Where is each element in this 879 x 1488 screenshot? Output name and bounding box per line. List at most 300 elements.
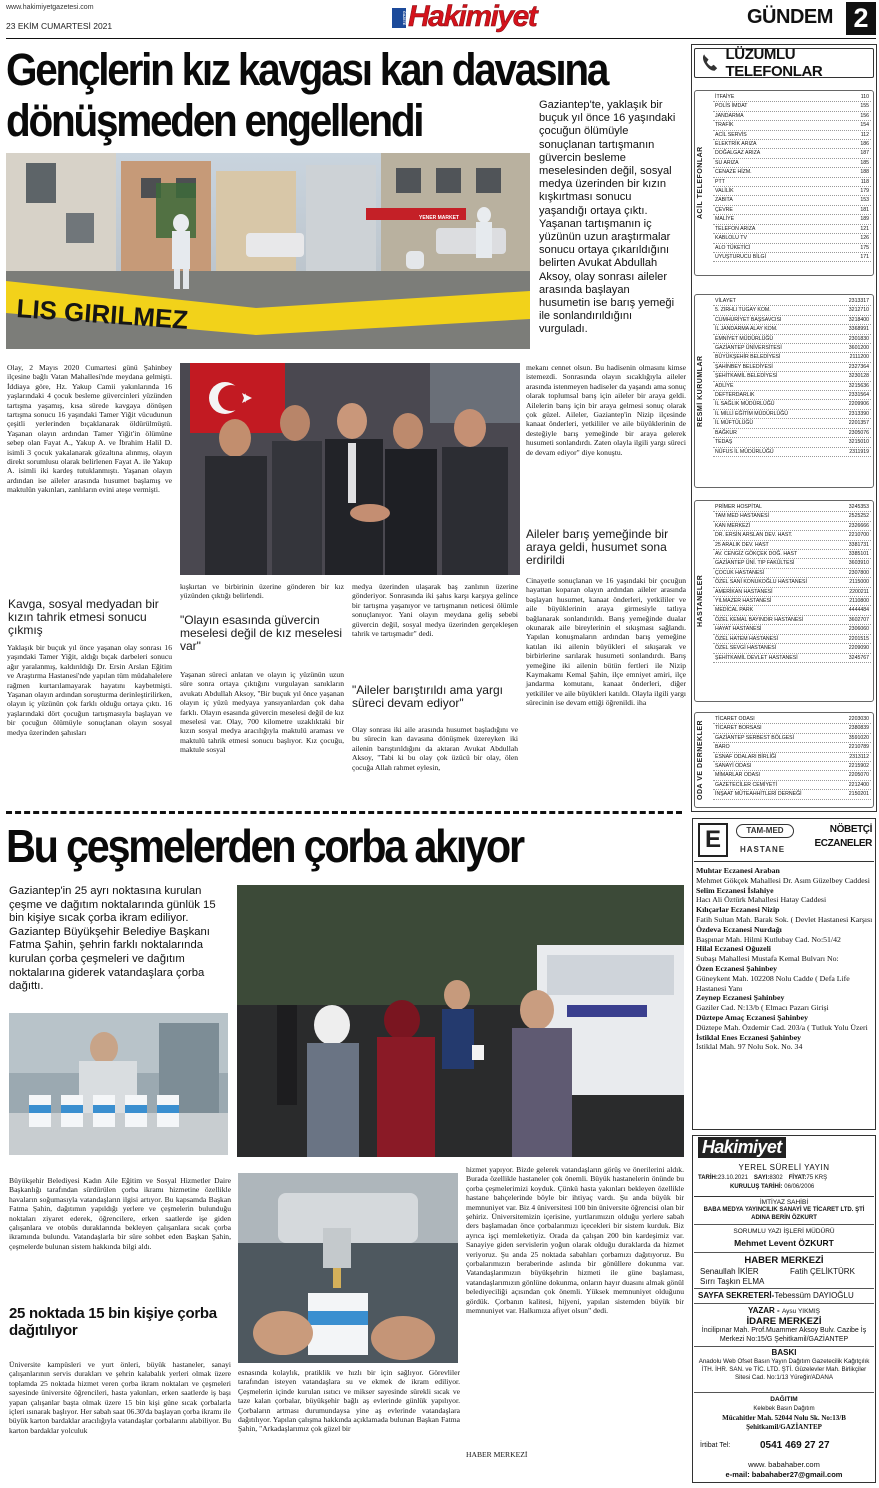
phone-group-label: HASTANELER	[697, 574, 704, 628]
news-staff-2: Fatih ÇELİKTÜRK	[790, 1267, 855, 1276]
pharmacy-name: Düztepe Amaç Eczanesi Şahinbey	[696, 1012, 808, 1022]
phone-list	[713, 93, 871, 262]
phone-entry	[713, 762, 871, 771]
phone-entry	[713, 588, 871, 597]
pharmacy-name: Selim Eczanesi İslahiye	[696, 885, 774, 895]
phone-entry-number: 3212710	[848, 307, 869, 314]
phone-entry-name: İL MÜFTÜLÜĞÜ	[715, 420, 754, 427]
phone-entry	[713, 550, 871, 559]
phone-entry-name: ZABITA	[715, 197, 733, 204]
phone-entry	[713, 131, 871, 140]
phone-entry-number: 2212400	[848, 781, 869, 788]
pharmacy-name: Muhtar Eczanesi Araban	[696, 866, 780, 875]
story1-col1-subhead: Kavga, sosyal medyadan bir kızın tahrik etmesi sonucu çıkmış	[8, 597, 159, 637]
phone-entry-name: MALİYE	[715, 216, 735, 223]
price-value: 75 KRŞ	[806, 1175, 828, 1181]
phone-entry-name: MEDİCAL PARK	[715, 607, 754, 614]
phone-entry-number: 2313390	[848, 410, 869, 417]
phone-entry-number: 2301830	[848, 335, 869, 342]
phone-group-label: ACİL TELEFONLAR	[697, 146, 704, 220]
pharmacy-brand: TAM-MED	[736, 824, 794, 838]
phone-entry	[713, 325, 871, 334]
phone-entry	[713, 225, 871, 234]
phone-entry-name: İL SAĞLIK MÜDÜRLÜĞÜ	[715, 401, 775, 408]
date-label: TARİH:	[698, 1175, 718, 1181]
pharmacy-address: Mehmet Gökçek Mahallesi Dr. Asım Güzelbey Caddesi	[696, 875, 870, 885]
masthead-logo	[392, 0, 537, 38]
pharmacy-name: Özen Eczanesi Şahinbey	[696, 963, 778, 973]
story1-headline-1: Gençlerin kız kavgası kan davasına	[6, 44, 608, 95]
phone-entry-name: TİCARET ODASI	[715, 716, 755, 722]
pharmacy-name: İstiklal Enes Eczanesi Şahinbey	[696, 1032, 802, 1042]
phone-entry-number: 189	[860, 216, 869, 223]
phone-entry-number: 110	[860, 94, 869, 100]
phone-entry	[713, 715, 871, 724]
phone-entry	[713, 391, 871, 400]
telephone-icon	[699, 50, 722, 76]
phone-group-official	[694, 294, 874, 488]
phone-entry-number: 2110800	[849, 598, 869, 605]
phone-entry-number: 3603910	[848, 560, 869, 567]
phone-entry	[713, 93, 871, 102]
story2-col1-subhead: 25 noktada 15 bin kişiye çorba dağıtılıyor	[9, 1305, 217, 1339]
phone-entry-number: 3368991	[848, 326, 869, 333]
imprint-rule	[694, 1288, 874, 1289]
story2-col1-p2: Üniversite kampüsleri ve yurt önleri, büyük hastaneler, sanayi çalışanlarının servis durakları ve şehrin kalabalık yerleri olmak üzere toplamda 25 noktada hizmet veren çorba ikram noktaları ve çeşmeleri sayesinde üniversite öğrencileri, hasta yakınları, erken saatlerde iş başı yapan çalışanlar başta olmak üzere 15 bin kişi güne sıcak çorbalarla içleri ısınarak başlıyor. Her sabah saat 06.30'da başlayan çorba ikramı ile büyük karton bardaklar aracılığıyla vatandaşlar çorbalarını alabiliyor. Bu karton bardaklar yolculuk	[9, 1360, 231, 1435]
soup-cups-illustration	[9, 1013, 228, 1155]
phone-entry	[713, 625, 871, 634]
phone-entry-name: TAM MED HASTANESİ	[715, 513, 769, 520]
phone-entry-number: 3385101	[848, 551, 869, 558]
mayor-soup-photo	[237, 885, 684, 1157]
phone-entry-number: 118	[860, 178, 869, 185]
phone-entry	[713, 178, 871, 187]
phone-entry-name: DR. ERSİN ARSLAN DEV. HAST.	[715, 532, 793, 539]
pharmacy-name: Özdeva Eczanesi Nurdağı	[696, 924, 782, 934]
phone-entry-number: 2307800	[848, 569, 869, 576]
phone-entry	[713, 578, 871, 587]
phone-entry	[713, 344, 871, 353]
phone-entry-name: ŞEHİTKAMİL DEVLET HASTANESİ	[715, 654, 798, 661]
founded-value: 06/06/2006	[784, 1184, 815, 1190]
phone-entry	[713, 102, 871, 111]
writer-label: YAZAR -	[747, 1306, 780, 1315]
phone-entry	[713, 363, 871, 372]
phone-entry	[713, 597, 871, 606]
story1-col2-p1: kışkırtan ve birbirinin üzerine gönderen bir kız yüzünden çıktığı belirlendi.	[180, 582, 344, 601]
website-url: www.hakimiyetgazetesi.com	[6, 4, 94, 11]
phone-entry-number: 187	[860, 150, 869, 157]
phone-entry-name: İL JANDARMA ALAY KOM.	[715, 326, 778, 333]
imprint-header	[694, 1137, 874, 1197]
imprint-rule	[694, 1252, 874, 1253]
phone-entry-name: ÖZEL SANİ KONUKOĞLU HASTANESİ	[715, 579, 807, 586]
phone-entry	[713, 410, 871, 419]
phone-entry	[713, 400, 871, 409]
phone-entry-number: 3215010	[848, 439, 869, 446]
pharmacy-address: Başpınar Mah. Hilmi Kutlubay Cad. No:51/42	[696, 934, 841, 944]
dist-line-2: Mücahitler Mah. 52044 Nolu Sk. No:13/B Şehitkamil/GAZİANTEP	[722, 1414, 846, 1431]
phone-entry-number: 2380839	[848, 725, 869, 732]
phone-entry	[713, 215, 871, 224]
phone-entry-number: 3381731	[848, 541, 869, 548]
phone-entry-number: 2306060	[848, 626, 869, 633]
crime-scene-illustration	[6, 153, 530, 349]
phone-entry	[713, 253, 871, 262]
phone-entry	[713, 297, 871, 306]
phone-entry-name: TİCARET BORSASI	[715, 725, 762, 732]
phone-entry-name: ÖZEL SEVGİ HASTANESİ	[715, 645, 777, 652]
phone-entry	[713, 382, 871, 391]
phone-entry-name: TELEFON ARIZA	[715, 225, 756, 232]
phone-entry-number: 3601200	[848, 345, 869, 352]
phone-entry-name: İL MİLLİ EĞİTİM MÜDÜRLÜĞÜ	[715, 410, 789, 417]
phone-entry	[713, 159, 871, 168]
phone-directory-title: LÜZUMLU TELEFONLAR	[725, 46, 823, 80]
story2-col2-p1: esnasında kolaylık, pratiklik ve hızlı bir için sağlıyor. Görevliler tarafından isteyen vatandaşlara su ve ekmek de ikram ediliyor. Çeşmelerin içinde kurulan ısıtıcı ve mikser sayesinde sürekli sıcak ve taze kalan çorbalar, büyükşehir bağlı aş evlerinde günlük yapılıyor. Çorbaların artması durumundaysa yine aş evlerinde vatandaşlara dağıtılıyor. Yapılan çalışma hakkında açıklamada bulunan Başkan Fatma Şahin, "Arkadaşlarımız çok güzel bir	[238, 1368, 460, 1434]
shop-sign: YENER MARKET	[418, 215, 459, 221]
phone-list	[713, 715, 871, 800]
phone-entry	[713, 121, 871, 130]
editor-label: SORUMLU YAZI İŞLERİ MÜDÜRÜ	[733, 1228, 835, 1235]
story1-col4-p2: Cinayetle sonuçlanan ve 16 yaşındaki bir çocuğun hayattan koparan olayın ardından aileler arasında başlayan husumet, kanaat önderleri, yetkililer ve aile büyüklerinin araya girmesiyle tatlıya bağlanarak sonlandırıldı. Barış yemeğinde dualar okunarak aile bireylerinin el sıkışması sağlandı. Yapılan konuşmaların ardından barış yemeğine katılan iki ailenin büyükleri el sıkışarak ve birbirlerine sarılarak husumeti sonlandırdı. Barış yemeğine iki ailenin bütün fertleri ile Nizip Kaymakamı Kemal Şahin, ilçe emniyet amiri, ilçe jandarma komutanı, kanaat önderleri, diğer yetkililer ve aile büyükleri katıldı. Olayla ilgili yargı sürecinin ise devam ettiği öğrenildi. iha	[526, 576, 686, 708]
story2-col1-p1: Büyükşehir Belediyesi Kadın Aile Eğitim ve Sosyal Hizmetler Daire Başkanlığı tarafından sürdürülen çorba ikramı hizmetine özellikle havaların soğumasıyla vatandaşların ilgisi artıyor. Bu kapsamda Başkan Fatma Şahin, dağıtımın yapıldığı yerlere ve çeşmelerin bulunduğu noktaları ziyaret ederek, öğrencilere, erken saatlerde işe giden çalışanlara ve otobüs duraklarında bekleyen çalışanlara sıcak çorba ikramında bulundu. Vatandaşlarla bir süre sohbet eden Başkan Şahin, çeşmelerde bulunan sistem hakkında bilgi aldı.	[9, 1176, 231, 1251]
imprint-rule	[694, 1224, 874, 1225]
pharmacy-list	[696, 866, 874, 1052]
phone-entry-number: 2150201	[848, 791, 869, 798]
phone-entry-number: 2111200	[849, 354, 869, 361]
phone-entry-name: NÜFUS İL MÜDÜRLÜĞÜ	[715, 448, 774, 455]
phone-group-label: ODA VE DERNEKLER	[697, 719, 704, 801]
phone-entry	[713, 206, 871, 215]
phone-entry-name: PTT	[715, 178, 725, 185]
phone-entry-name: PRİMER HOSPİTAL	[715, 504, 762, 510]
phone-entry-name: AMERİKAN HASTANESİ	[715, 588, 773, 595]
phone-entry	[713, 168, 871, 177]
phone-entry-number: 2313112	[849, 753, 869, 760]
writer-line	[694, 1306, 874, 1315]
phone-entry	[713, 372, 871, 381]
story1-lead: Gaziantep'te, yaklaşık bir buçuk yıl önce 16 yaşındaki çocuğun ölümüyle sonuçlanan tartışmanın güvercin besleme meselesinden değil, sosyal medya üzerinden bir kızın kışkırtması sonucu yaşandığı ortaya çıktı. Yaşanan tartışmanın iç yüzünün uzun araştırmalar sonucu ortaya çıkarıldığını belirten Avukat Abdullah Aksoy, olay sonrası aileler arasında başlayan husumetin ise barış yemeği ile sonlandırıldığını vurguladı.	[539, 99, 676, 336]
phone-entry-number: 154	[860, 122, 869, 129]
police-tape-text: LIS GIRILMEZ	[15, 293, 190, 335]
phone-group-emergency	[694, 90, 874, 276]
phone-entry-number: 2327364	[848, 363, 869, 370]
phone-entry-number: 179	[860, 188, 869, 195]
phone-entry-name: GAZİANTEP SERBEST BÖLGESİ	[715, 734, 795, 741]
phone-entry-number: 171	[860, 253, 869, 260]
phone-entry	[713, 790, 871, 799]
handshake-illustration	[180, 363, 520, 575]
pharmacy-name: Kılıçarlar Eczanesi Nizip	[696, 905, 780, 915]
story-divider	[6, 811, 682, 814]
story1-col4-p1: mekanı cennet olsun. Bu hadisenin olmasını kimse istemezdi. Sonrasında olayın sıcaklığıyla aileler arasında istenmeyen hadiseler da yaşandı ama sonuç olarak toplumsal barış için aileler bir araya geldi. Ailelerin barış için bir araya gelmesi sonuç olarak çok güzel. Aileler, Gaziantep'in Nizip ilçesinde kanaat önderleri, yetkililer ve aile büyüklerinin de desteğiyle barış yemeğinde bir araya gelerek husumeti sonlandırdı. Zaten olayla ilgili yargı süreci de devam ediyor" diye konuştu.	[526, 363, 686, 457]
phone-directory-header	[694, 48, 874, 78]
phone-entry-name: ACİL SERVİS	[715, 131, 747, 138]
phone-entry	[713, 753, 871, 762]
phone-entry-number: 2209090	[848, 645, 869, 652]
dist-label: DAĞITIM	[770, 1396, 798, 1403]
owner-value: BABA MEDYA YAYINCILIK SANAYİ VE TİCARET LTD. ŞTİ ADINA BERİN ÖZKURT	[703, 1207, 865, 1221]
phone-entry-number: 3245767	[848, 654, 869, 661]
phone-entry-name: CENAZE HİZM.	[715, 169, 752, 176]
phone-entry	[713, 429, 871, 438]
phone-entry	[713, 512, 871, 521]
founded-label: KURULUŞ TARİHİ:	[730, 1184, 783, 1190]
email-link[interactable]: e-mail: babahaber27@gmail.com	[725, 1470, 843, 1479]
phone-entry	[713, 644, 871, 653]
phone-entry-number: 112	[860, 131, 869, 138]
story2-lead: Gaziantep'in 25 ayrı noktasına kurulan çeşme ve dağıtım noktalarında günlük 15 bin kişiye sıcak çorba ikram ediliyor. Gaziantep Büyükşehir Belediye Başkanı Fatma Şahin, şehrin farklı noktalarında kurulan çorba çeşmeleri ve dağıtım noktalarına giderek vatandaşlara çorba dağıttı.	[9, 885, 216, 993]
section-title: GÜNDEM	[747, 6, 833, 28]
phone-entry	[713, 187, 871, 196]
news-staff-3: Sırrı Taşkın ELMA	[700, 1277, 765, 1286]
phone-entry	[713, 541, 871, 550]
phone-entry	[713, 448, 871, 457]
page-secretary-label: SAYFA SEKRETERİ-	[698, 1291, 775, 1300]
phone-entry-number: 3245353	[848, 504, 869, 510]
admin-label: İDARE MERKEZİ	[746, 1316, 822, 1327]
pharmacy-address: Gaziler Cad. N:13/b ( Elmacı Pazarı Girişi	[696, 1003, 829, 1013]
phone-entry	[713, 140, 871, 149]
phone-entry-number: 4444484	[848, 607, 869, 614]
phone-entry-name: MİMARLAR ODASI	[715, 772, 760, 779]
pharmacy-e-icon: E	[698, 823, 728, 857]
phone-entry	[713, 112, 871, 121]
phone-entry	[713, 438, 871, 447]
phone-entry-name: POLİS İMDAT	[715, 103, 748, 110]
phone-entry-name: 5. ZIRHLI TUGAY KOM.	[715, 307, 771, 314]
phone-entry-number: 3215636	[848, 382, 869, 389]
phone-entry-number: 2205070	[848, 772, 869, 779]
story1-col1-p1: Olay, 2 Mayıs 2020 Cumartesi günü Şahinbey ilçesine bağlı Vatan Mahallesi'nde meydana gelmişti. İddiaya göre, Hz. Yakup Camii yakınlarında 16 yaşlarındaki 4 çocuk besleme güvercinleri yüzünden tartışma yaşamış, kısa sürede kavgaya dönüşen tartışma sonucu 16 yaşındaki Tamer Yiğit vücudunun çeşitli yerlerinden bıçaklanarak öldürülmüştü. Yaşanan olayın ardından Tamer Yiğit'in ölümüne sebep olan Fayat A., Yakup A. ve İbrahim Halil D. isimli 3 çocuk yakalanarak gözaltına alınmış, olayın direkt sorumlusu olarak belirlenen Fayat A. ile Yakup A. isimli iki kardeş tutuklanmıştı. Yaşanan olayın ardından ise aileler arasında husumet başlamış ve maktulün yakınları, zanlıların evini ateşe vermişti.	[7, 363, 172, 495]
story1-col3-quote: "Aileler barıştırıldı ama yargı süreci devam ediyor"	[352, 683, 503, 710]
website-link[interactable]: www. babahaber.com	[748, 1460, 820, 1469]
phone-entry-name: ÇEVRE	[715, 206, 733, 213]
phone-entry	[713, 606, 871, 615]
imprint-issue-line	[698, 1175, 874, 1181]
phone-entry	[713, 196, 871, 205]
story2-headline: Bu çeşmelerden çorba akıyor	[6, 820, 523, 872]
phone-entry-number: 121	[860, 225, 869, 232]
phone-group-chambers	[694, 712, 874, 808]
phone-entry-number: 2201357	[848, 420, 869, 427]
phone-entry-name: UYUŞTURUCU BİLGİ	[715, 253, 767, 260]
header-rule	[6, 38, 876, 39]
phone-entry-name: BARO	[715, 744, 730, 751]
pharmacy-address: Güneykent Mah. 102208 Nolu Cadde ( Defa Life Hastanesi Yanı	[696, 973, 850, 993]
story1-col2-quote: "Olayın esasında güvercin meselesi değil de kız meselesi var"	[180, 613, 343, 653]
story1-col3-p2: Olay sonrası iki aile arasında husumet başladığını ve bu sürecin kan davasına dönüşmek üzereyken iki ailenin barıştırıldığını da aktaran Avukat Abdullah Aksoy, "Tabi ki bu olay çok üzücü bir olay, ölen çocuğa Allah rahmet eylesin,	[352, 725, 518, 772]
pharmacy-name: Zeynep Eczanesi Şahinbey	[696, 993, 785, 1003]
imprint-founded-line	[730, 1184, 814, 1190]
page-secretary-line	[698, 1291, 874, 1300]
price-label: FİYAT:	[788, 1175, 807, 1181]
phone-entry-number: 2525252	[848, 513, 869, 520]
imprint-rule	[694, 1346, 874, 1347]
phone-entry-name: İNŞAAT MÜTEAHHİTLERİ DERNEĞİ	[715, 791, 802, 798]
pharmacy-address: İstiklal Mah. 97 Nolu Sok. No. 34	[696, 1042, 803, 1052]
issue-label: SAYI:	[753, 1175, 770, 1181]
phone-entry-name: GAZİANTEP ÜNİ. TIP FAKÜLTESİ	[715, 560, 795, 567]
phone-list	[713, 297, 871, 457]
pharmacy-title-2: ECZANELER	[814, 838, 872, 849]
phone-entry-number: 181	[860, 206, 869, 213]
page-number: 2	[846, 2, 876, 35]
phone-entry-name: SANAYİ ODASI	[715, 763, 752, 770]
phone-entry-name: ELEKTRİK ARIZA	[715, 141, 757, 148]
phone-group-label: RESMİ KURUMLAR	[697, 355, 704, 427]
phone-entry-name: KABLOLU TV	[715, 235, 747, 242]
phone-entry-number: 2209906	[848, 401, 869, 408]
pharmacy-name: Hilal Eczanesi Oğuzeli	[696, 944, 771, 954]
phone-entry	[713, 724, 871, 733]
phone-entry-number: 188	[860, 169, 869, 176]
issue-value: 8302	[769, 1175, 783, 1181]
phone-entry-name: DOĞALGAZ ARIZA	[715, 150, 761, 157]
phone-entry	[713, 335, 871, 344]
phone-entry-name: VİLAYET	[715, 298, 736, 304]
phone-entry-name: ŞAHİNBEY BELEDİYESİ	[715, 363, 773, 370]
phone-entry-number: 2200211	[849, 588, 869, 595]
editor-value: Mehmet Levent ÖZKURT	[734, 1238, 834, 1248]
logo-text: Hakimiyet	[408, 0, 537, 33]
phone-entry-name: ALO TÜKETİCİ	[715, 244, 751, 251]
writer-value: Aysu YIKMIŞ	[781, 1308, 820, 1315]
phone-entry	[713, 531, 871, 540]
soup-tap-photo	[238, 1173, 458, 1363]
phone-entry	[713, 654, 871, 663]
phone-entry-number: 155	[860, 103, 869, 110]
phone-entry-name: GAZİANTEP ÜNİVERSİTESİ	[715, 345, 782, 352]
phone-entry-name: GAZETECİLER CEMİYETİ	[715, 781, 777, 788]
phone-entry-name: CUMHURİYET BAŞSAVCISI	[715, 316, 782, 323]
soup-cups-photo	[9, 1013, 228, 1155]
story1-col4-subhead: Aileler barış yemeğinde bir araya geldi, husumet sona erdirildi	[526, 527, 669, 567]
pharmacy-address: Fatih Sultan Mah. Barak Sok. ( Devlet Hastanesi Karşısı	[696, 914, 873, 924]
phone-entry-number: 175	[860, 244, 869, 251]
phone-entry-name: DEFTERDARLIK	[715, 392, 755, 399]
phone-entry-name: EMNİYET MÜDÜRLÜĞÜ	[715, 335, 774, 342]
phone-entry	[713, 522, 871, 531]
phone-entry-name: BAĞKUR	[715, 429, 737, 436]
phone-entry	[713, 244, 871, 253]
phone-entry-number: 2311919	[849, 448, 869, 455]
phone-entry	[713, 559, 871, 568]
phone-entry-name: TEDAŞ	[715, 439, 733, 446]
phone-entry-number: 153	[860, 197, 869, 204]
phone-group-hospitals	[694, 500, 874, 702]
phone-entry-name: ŞEHİTKAMİL BELEDİYESİ	[715, 373, 778, 380]
phone-entry-number: 3591020	[848, 734, 869, 741]
pharmacy-address: Subaşı Mahallesi Mustafa Kemal Bulvarı No:	[696, 954, 839, 964]
phone-entry-number: 2210789	[848, 744, 869, 751]
phone-entry-number: 2215902	[848, 763, 869, 770]
phone-entry	[713, 635, 871, 644]
mayor-soup-illustration	[237, 885, 684, 1157]
story1-headline-2: dönüşmeden engellendi	[6, 95, 423, 146]
phone-entry	[713, 771, 871, 780]
phone-entry-number: 2313317	[848, 298, 869, 304]
date-value: 23.10.2021	[717, 1175, 748, 1181]
phone-entry	[713, 616, 871, 625]
dist-line-1: Kelebek Basın Dağıtım	[753, 1406, 815, 1412]
pharmacy-title-1: NÖBETÇİ	[829, 824, 872, 835]
pharmacy-header	[694, 820, 874, 862]
imprint-rule	[694, 1392, 874, 1393]
phone-entry	[713, 234, 871, 243]
owner-label: İMTİYAZ SAHİBİ	[759, 1199, 809, 1206]
print-value: Anadolu Web Ofset Basın Yayın Dağıtım Gazetecilik Kağıtçılık İTH. İHR. SAN. ve TİC. LTD. ŞTİ. Güzelevler Mah. Birlikçiler Sitesi Cad. No:1/13 Yüreğir/ADANA	[698, 1358, 870, 1381]
imprint-subtitle: YEREL SÜRELİ YAYIN	[738, 1163, 830, 1172]
phone-entry-number: 3218400	[848, 316, 869, 323]
page-secretary-value: Tebessüm DAYIOĞLU	[774, 1291, 854, 1300]
phone-entry	[713, 743, 871, 752]
phone-entry-name: KAN MERKEZİ	[715, 522, 751, 529]
phone-entry-name: TRAFİK	[715, 122, 734, 129]
phone-entry-name: 25 ARALIK DEV. HAST	[715, 541, 769, 548]
phone-value: 0541 469 27 27	[760, 1440, 830, 1451]
imprint-rule	[694, 1303, 874, 1304]
phone-entry-name: JANDARMA	[715, 112, 744, 119]
phone-entry	[713, 149, 871, 158]
phone-entry-number: 186	[860, 141, 869, 148]
phone-entry	[713, 734, 871, 743]
news-staff-1: Senaullah İKİER	[700, 1267, 759, 1276]
phone-entry	[713, 353, 871, 362]
handshake-photo	[180, 363, 520, 575]
phone-entry-name: ADLİYE	[715, 382, 734, 389]
phone-entry-name: ESNAF ODALARI BİRLİĞİ	[715, 753, 777, 760]
phone-entry	[713, 316, 871, 325]
phone-entry-name: AV. CENGİZ GÖKÇEK DOĞ. HAST	[715, 551, 798, 558]
pharmacy-address: Hacı Ali Öztürk Mahallesi Hatay Caddesi	[696, 895, 827, 905]
crime-scene-photo	[6, 153, 530, 349]
phone-entry-name: ÖZEL KEMAL BAYINDIR HASTANESİ	[715, 616, 804, 623]
phone-entry-number: 2115000	[849, 579, 869, 586]
phone-entry-name: BÜYÜKŞEHİR BELEDİYESİ	[715, 354, 781, 361]
phone-list	[713, 503, 871, 663]
admin-value: İncilipınar Mah. Prof.Muammer Aksoy Bulv. Cazibe İş Merkezi No:15/G Şehitkamil/GAZİANTEP	[701, 1327, 867, 1343]
phone-entry-number: 2210700	[848, 532, 869, 539]
phone-entry-name: ÇOCUK HASTANESİ	[715, 569, 765, 576]
phone-entry-name: VALİLİK	[715, 188, 734, 195]
phone-entry-number: 2326666	[848, 522, 869, 529]
pharmacy-brand-sub: HASTANE	[740, 845, 786, 854]
story2-signature: HABER MERKEZİ	[466, 1450, 528, 1459]
phone-entry	[713, 419, 871, 428]
phone-entry-number: 2331564	[848, 392, 869, 399]
phone-entry-number: 2305076	[848, 429, 869, 436]
phone-entry	[713, 569, 871, 578]
phone-entry-number: 126	[860, 235, 869, 242]
phone-entry	[713, 781, 871, 790]
phone-entry-number: 2203030	[848, 716, 869, 722]
phone-entry-number: 156	[860, 112, 869, 119]
issue-date: 23 EKİM CUMARTESİ 2021	[6, 21, 113, 31]
news-label: HABER MERKEZİ	[744, 1255, 824, 1266]
phone-entry-name: SU ARIZA	[715, 159, 739, 166]
print-label: BASKI	[771, 1348, 797, 1357]
story2-col3-p1: hizmet yapıyor. Bizde gelerek vatandaşların görüş ve önerilerini aldık. Burada özellikle hastaneler çok önemli. Büyük hastanelerin önünde bu çorba çeşmelerimizi koyduk. Çünkü hasta yakınları bekleyen özellikle hastane bahçelerinde böyle bir ihtiyaç vardı. Şu anda büyük bir memnuniyet var. Biz 4 üniversitesi 100 bin üniversite öğrencisi olan bir şehiriz. Üniversitemizin içerisine, yurtlarımızın olduğu yerlere sabah ders başlamadan önce çorbalarımızı içecekleri bir sistem kurduk. Biz ayrıca işçi memleketiyiz. Orada da çalışan 200 bin kardeşimiz var. Sanayiye giden servislerin yoğun olarak olduğu duraklarda da hizmet veriyoruz. Şu anda 25 noktada sabahları çorbamızı dağıtıyoruz. Bu çorbalarımızın beraberinde aslında bir gönüllere dokunma var. Vatandaşlarımızın büyükşehrin hizmeti ile güne başlaması, vatandaşlarımızın gönlüne dokunma, onların hayır duasını almak gönül belediyeciliği açısından çok önemli. Yüksek memnuniyet olduğunu gördük. Çorbanın kalitesi, hijyeni, yapılan sistemden büyük bir memnuniyet var. Halkımıza afiyet olsun" dedi.	[466, 1165, 684, 1316]
phone-entry-name: HAYAT HASTANESİ	[715, 626, 762, 633]
imprint-logo: Hakimiyet	[698, 1137, 786, 1158]
story1-col1-p2: Yaklaşık bir buçuk yıl önce yaşanan olay sonrası 16 yaşındaki Tamer Yiğit, aldığı bıçak darbeleri sonucu ağır yaralanmış, kaldırıldığı Dr. Ersin Arslan Eğitim ve Araştırma Hastanesi'nde yapılan tüm müdahalelere rağmen kurtarılamayarak hayatını kaybetmişti. Yaşanan olayın ardından soruşturma derinleştirilirken, olayın iç yüzünün çok farklı olduğu ortaya çıktı. 16 yaşlarındaki dört çocuğun tartışmasıyla başlayan ve bir çocuğun ölümüyle sonuçlanan olayın sosyal medya üzerinden şahısları	[7, 643, 172, 737]
phone-entry-name: İTFAİYE	[715, 94, 735, 100]
phone-entry-number: 2201515	[848, 635, 869, 642]
soup-tap-illustration	[238, 1173, 458, 1363]
phone-entry	[713, 306, 871, 315]
